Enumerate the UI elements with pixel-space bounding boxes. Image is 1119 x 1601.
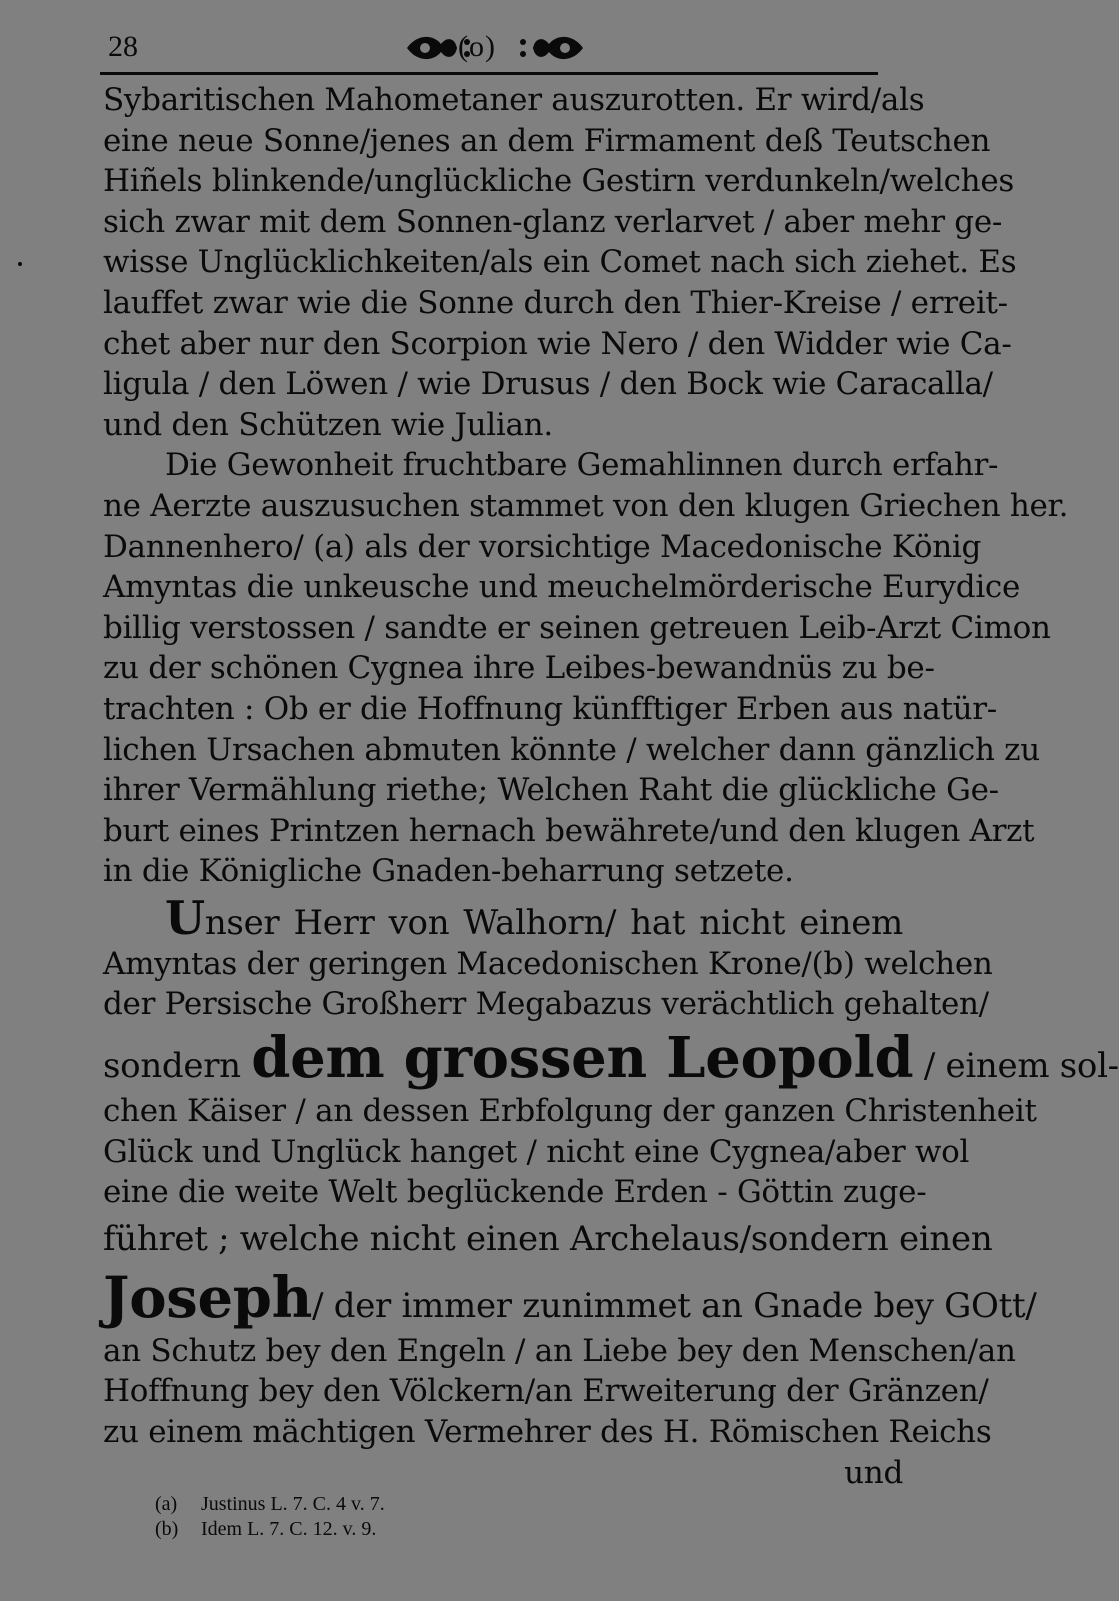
text-span: sondern	[103, 1046, 241, 1087]
footnote-mark: (a)	[155, 1493, 178, 1515]
text-line: eine die weite Welt beglückende Erden - Göttin zuge-	[103, 1174, 927, 1211]
text-line: zu der schönen Cygnea ihre Leibes-bewandnüs zu be-	[103, 650, 935, 687]
text-line	[103, 1025, 1119, 1092]
footnote	[155, 1517, 385, 1542]
text-line: sich zwar mit dem Sonnen-glanz verlarvet / aber mehr ge-	[103, 203, 1003, 240]
text-span: nser Herr von Walhorn/ hat nicht einem	[204, 902, 903, 943]
text-line: der Persische Großherr Megabazus verächtlich gehalten/	[103, 986, 989, 1023]
text-line: und den Schützen wie Julian.	[103, 406, 553, 443]
page-number: 28	[108, 30, 138, 63]
text-line: ne Aerzte auszusuchen stammet von den klugen Griechen her.	[103, 487, 1069, 524]
text-line: wisse Unglücklichkeiten/als ein Comet nach sich ziehet. Es	[103, 244, 1017, 281]
text-span: / einem sol-	[923, 1046, 1119, 1087]
text-span: / der immer zunimmet an Gnade bey GOtt/	[312, 1285, 1037, 1326]
text-line: chen Käiser / an dessen Erbfolgung der ganzen Christenheit	[103, 1093, 1037, 1130]
header-rule	[100, 72, 878, 75]
footnote-text: Idem L. 7. C. 12. v. 9.	[201, 1518, 377, 1540]
footnote-mark: (b)	[155, 1518, 179, 1540]
text-line: lichen Ursachen abmuten könnte / welcher dann gänzlich zu	[103, 731, 1040, 768]
text-line: Amyntas die unkeusche und meuchelmörderische Eurydice	[103, 569, 1021, 606]
text-line: Glück und Unglück hanget / nicht eine Cygnea/aber wol	[103, 1133, 970, 1170]
footnote	[155, 1492, 385, 1517]
text-line: Amyntas der geringen Macedonischen Krone/(b) welchen	[103, 945, 993, 982]
text-line	[103, 892, 903, 944]
text-line: Dannenhero/ (a) als der vorsichtige Macedonische König	[103, 528, 982, 565]
text-line: trachten : Ob er die Hoffnung künfftiger Erben aus natür-	[103, 690, 997, 727]
text-line: an Schutz bey den Engeln / an Liebe bey den Menschen/an	[103, 1332, 1016, 1369]
text-line: eine neue Sonne/jenes an dem Firmament deß Teutschen	[103, 122, 991, 159]
footnotes	[155, 1492, 385, 1542]
margin-mark	[18, 262, 22, 266]
text-line: Sybaritischen Mahometaner auszurotten. Er wird/als	[103, 82, 925, 118]
text-line: billig verstossen / sandte er seinen getreuen Leib-Arzt Cimon	[103, 609, 1051, 646]
text-line: Hoffnung bey den Völckern/an Erweiterung der Gränzen/	[103, 1373, 989, 1410]
text-line: Die Gewonheit fruchtbare Gemahlinnen durch erfahr-	[165, 447, 999, 484]
main-text	[103, 80, 1119, 1493]
emphasized-name: dem grossen Leopold	[251, 1025, 914, 1092]
text-line	[103, 1264, 1037, 1331]
footnote-text: Justinus L. 7. C. 4 v. 7.	[201, 1493, 385, 1515]
text-line: ligula / den Löwen / wie Drusus / den Bock wie Caracalla/	[103, 366, 993, 403]
text-line: burt eines Printzen hernach bewährete/und den klugen Arzt	[103, 812, 1035, 849]
text-line: Hiñels blinkende/unglückliche Gestirn verdunkeln/welches	[103, 163, 1014, 200]
text-line: führet ; welche nicht einen Archelaus/sondern einen	[103, 1218, 993, 1259]
decorated-initial: U	[165, 890, 205, 945]
emphasized-name: Joseph	[103, 1264, 313, 1331]
text-line: in die Königliche Gnaden-beharrung setzete.	[103, 853, 794, 890]
text-line: ihrer Vermählung riethe; Welchen Raht die glückliche Ge-	[103, 772, 999, 809]
text-line: chet aber nur den Scorpion wie Nero / den Widder wie Ca-	[103, 325, 1012, 362]
header-ornament-text: (o)	[458, 30, 496, 63]
text-line: lauffet zwar wie die Sonne durch den Thier-Kreise / erreit-	[103, 284, 1008, 321]
catchword: und	[844, 1454, 903, 1491]
text-line: zu einem mächtigen Vermehrer des H. Römischen Reichs	[103, 1414, 992, 1451]
